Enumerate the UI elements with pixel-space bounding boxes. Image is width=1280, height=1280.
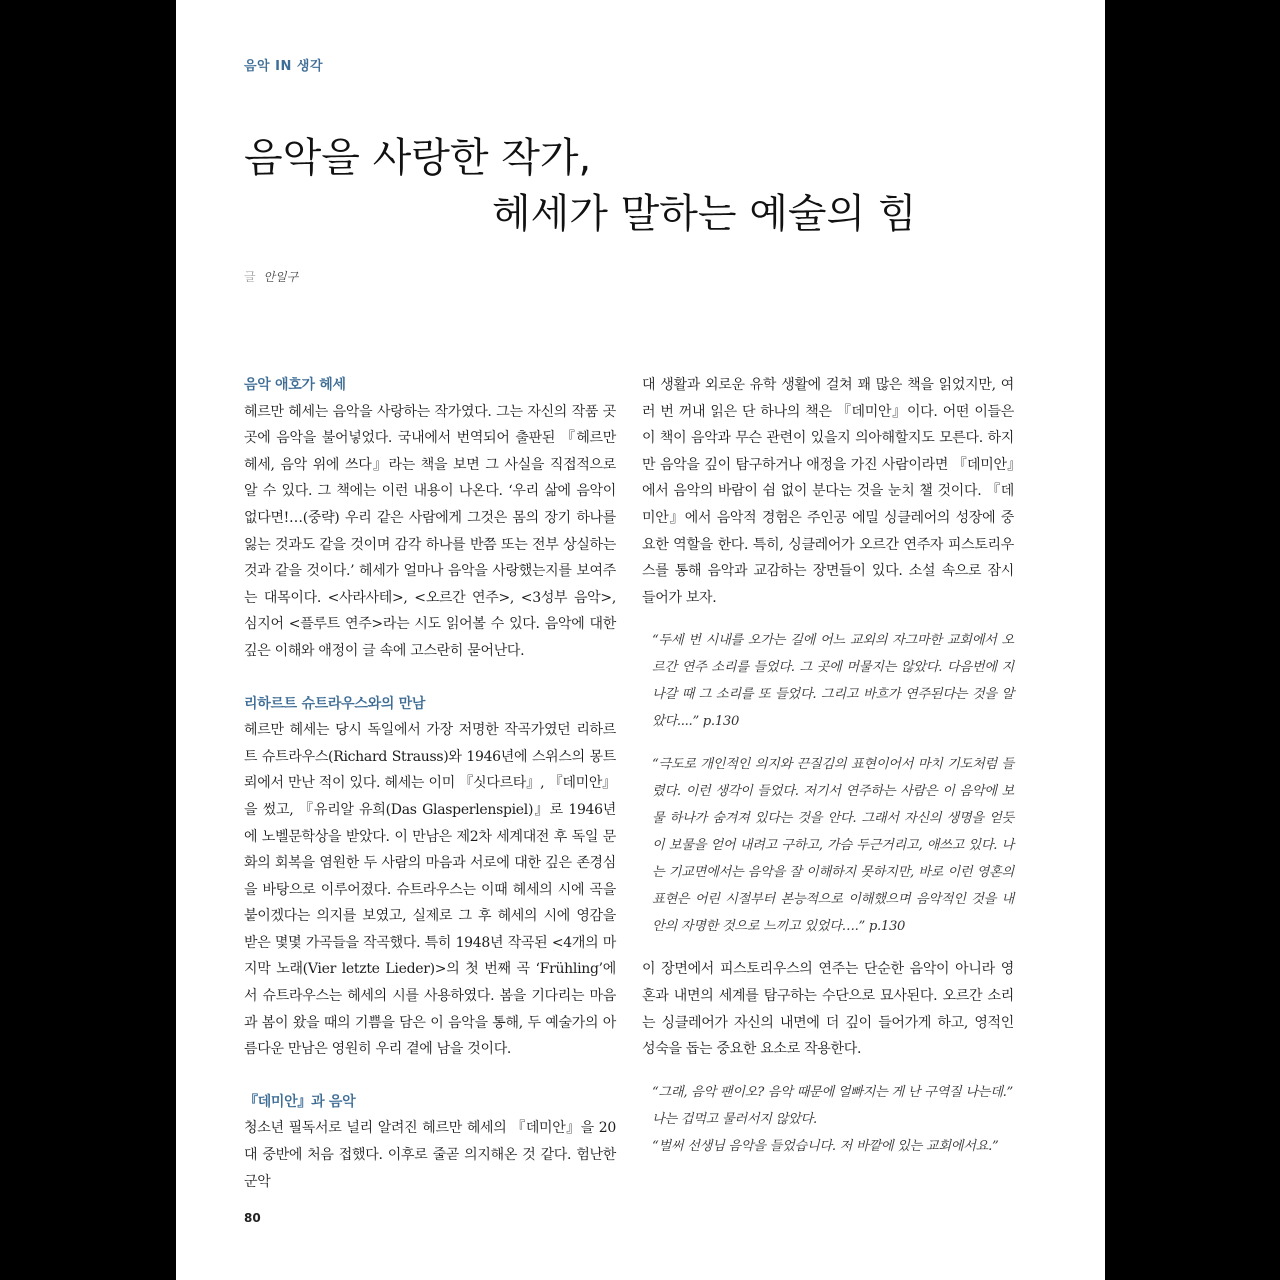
- title-line-1: 음악을 사랑한 작가,: [244, 135, 592, 181]
- subheading-strauss-meeting: 리하르트 슈트라우스와의 만남: [244, 695, 426, 712]
- author-byline: [244, 268, 298, 285]
- paragraph-demian-continued: 대 생활과 외로운 유학 생활에 걸쳐 꽤 많은 책을 읽었지만, 여러 번 꺼내 읽은 단 하나의 책은 『데미안』이다. 어떤 이들은 이 책이 음악과 무슨 관련이 있을지 의아해할지도 모른다. 하지만 음악을 깊이 탐구하거나 애정을 가진 사람이라면 『데미안』에서 음악의 바람이 쉼 없이 분다는 것을 눈치 챌 것이다. 『데미안』에서 음악적 경험은 주인공 에밀 싱클레어의 성장에 중요한 역할을 한다. 특히, 싱클레어가 오르간 연주자 피스토리우스를 통해 음악과 교감하는 장면들이 있다. 소설 속으로 잠시 들어가 보자.: [642, 377, 1014, 606]
- author-name: 안일구: [263, 270, 299, 284]
- page-number: 80: [244, 1211, 261, 1225]
- right-column: [642, 372, 1014, 1160]
- section-tag: 음악 IN 생각: [244, 59, 324, 74]
- article-title: [244, 130, 1044, 242]
- left-column: [244, 372, 616, 1195]
- quote-dialogue-1: “그래, 음악 팬이오? 음악 때문에 얼빠지는 게 난 구역질 나는데.”: [652, 1084, 1014, 1100]
- paragraph-pistorius: 이 장면에서 피스토리우스의 연주는 단순한 음악이 아니라 영혼과 내면의 세계를 탐구하는 수단으로 묘사된다. 오르간 소리는 싱클레어가 자신의 내면에 더 깊이 들어가게 하고, 영적인 성숙을 돕는 중요한 요소로 작용한다.: [642, 961, 1014, 1058]
- quote-organ-1: “두세 번 시내를 오가는 길에 어느 교외의 자그마한 교회에서 오르간 연주 소리를 들었다. 그 곳에 머물지는 않았다. 다음번에 지나갈 때 그 소리를 또 들었다. 그리고 바흐가 연주된다는 것을 알았다....” p.130: [652, 633, 1014, 730]
- paragraph-demian-intro: 청소년 필독서로 널리 알려진 헤르만 헤세의 『데미안』을 20대 중반에 처음 접했다. 이후로 줄곧 의지해온 것 같다. 험난한 군악: [244, 1120, 616, 1190]
- magazine-page: [176, 0, 1105, 1280]
- paragraph-strauss-meeting: 헤르만 헤세는 당시 독일에서 가장 저명한 작곡가였던 리하르트 슈트라우스(Richard Strauss)와 1946년에 스위스의 몽트뢰에서 만난 적이 있다. 헤세는 이미 『싯다르타』, 『데미안』을 썼고, 『유리알 유희(Das Glasperlenspiel)』로 1946년에 노벨문학상을 받았다. 이 만남은 제2차 세계대전 후 독일 문화의 회복을 염원한 두 사람의 마음과 서로에 대한 깊은 존경심을 바탕으로 이루어졌다. 슈트라우스는 이때 헤세의 시에 곡을 붙이겠다는 의지를 보였고, 실제로 그 후 헤세의 시에 영감을 받은 몇몇 가곡들을 작곡했다. 특히 1948년 작곡된 <4개의 마지막 노래(Vier letzte Lieder)>의 첫 번째 곡 ‘Frühling’에서 슈트라우스는 헤세의 시를 사용하였다. 봄을 기다리는 마음과 봄이 왔을 때의 기쁨을 담은 이 음악을 통해, 두 예술가의 아름다운 만남은 영원히 우리 곁에 남을 것이다.: [244, 722, 616, 1058]
- title-line-2: 헤세가 말하는 예술의 힘: [492, 191, 917, 237]
- subheading-music-lover: 음악 애호가 헤세: [244, 377, 346, 393]
- quote-organ-2: “극도로 개인적인 의지와 끈질김의 표현이어서 마치 기도처럼 들렸다. 이런 생각이 들었다. 저기서 연주하는 사람은 이 음악에 보물 하나가 숨겨져 있다는 것을 안다. 그래서 자신의 생명을 얻듯 이 보물을 얻어 내려고 구하고, 가슴 두근거리고, 애쓰고 있다. 나는 기교면에서는 음악을 잘 이해하지 못하지만, 바로 이런 영혼의 표현은 어린 시절부터 본능적으로 이해했으며 음악적인 것을 내 안의 자명한 것으로 느끼고 있었다….” p.130: [652, 757, 1014, 935]
- quote-dialogue-3: “벌써 선생님 음악을 들었습니다. 저 바깥에 있는 교회에서요.”: [652, 1138, 999, 1154]
- quote-dialogue-2: 나는 겁먹고 물러서지 않았다.: [652, 1111, 817, 1127]
- author-label: 글: [244, 270, 256, 284]
- paragraph-music-lover: 헤르만 헤세는 음악을 사랑하는 작가였다. 그는 자신의 작품 곳곳에 음악을 불어넣었다. 국내에서 번역되어 출판된 『헤르만 헤세, 음악 위에 쓰다』라는 책을 보면 그 사실을 직접적으로 알 수 있다. 그 책에는 이런 내용이 나온다. ‘우리 삶에 음악이 없다면!…(중략) 우리 같은 사람에게 그것은 몸의 장기 하나를 잃는 것과도 같을 것이며 감각 하나를 반쯤 또는 전부 상실하는 것과 같을 것이다.’ 헤세가 얼마나 음악을 사랑했는지를 보여주는 대목이다. <사라사테>, <오르간 연주>, <3성부 음악>, 심지어 <플루트 연주>라는 시도 읽어볼 수 있다. 음악에 대한 깊은 이해와 애정이 글 속에 고스란히 묻어난다.: [244, 403, 616, 659]
- subheading-demian-music: 『데미안』과 음악: [244, 1093, 356, 1110]
